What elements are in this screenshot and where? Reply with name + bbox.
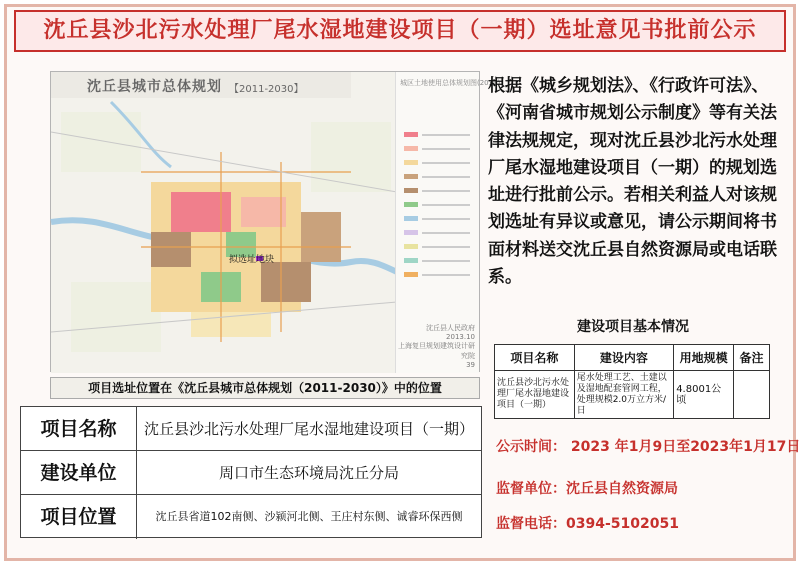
legend-swatch	[404, 244, 418, 249]
map-page-number: 39	[466, 361, 475, 369]
site-label: 拟选址地块	[229, 255, 275, 265]
legend-swatch	[404, 272, 418, 277]
legend-swatch	[404, 146, 418, 151]
table-cell: 尾水处理工艺、土建以及湿地配套管网工程，处理规模2.0万立方米/日	[574, 371, 674, 419]
legend-line	[422, 274, 470, 276]
table-header: 项目名称	[495, 345, 575, 371]
info-label: 建设单位	[21, 451, 137, 495]
table-header-row	[495, 345, 770, 371]
legend-swatch	[404, 174, 418, 179]
table-row	[495, 371, 770, 419]
info-row-location	[21, 495, 481, 539]
legend-swatch	[404, 230, 418, 235]
info-value: 沈丘县沙北污水处理厂尾水湿地建设项目（一期）	[143, 420, 474, 438]
table-header: 建设内容	[574, 345, 674, 371]
map-years: 【2011-2030】	[229, 84, 304, 95]
notice-phone: 监督电话：0394-5102051	[496, 516, 679, 532]
table-title: 建设项目基本情况	[577, 319, 689, 335]
legend-line	[422, 218, 470, 220]
map-footer	[395, 323, 475, 369]
legend-line	[422, 148, 470, 150]
map-legend	[395, 72, 501, 373]
map-title: 沈丘县城市总体规划	[87, 79, 222, 95]
legend-line	[422, 246, 470, 248]
info-label: 项目名称	[21, 407, 137, 451]
legend-title: 城区土地使用总体规划图(2030)	[400, 79, 501, 87]
table-cell	[734, 371, 770, 419]
legend-swatch	[404, 202, 418, 207]
info-row-name	[21, 407, 481, 451]
legend-swatch	[404, 258, 418, 263]
table-header: 用地规模	[674, 345, 734, 371]
page-title: 沈丘县沙北污水处理厂尾水湿地建设项目（一期）选址意见书批前公示	[14, 10, 786, 52]
planning-map	[50, 71, 501, 372]
legend-swatch	[404, 188, 418, 193]
legend-line	[422, 204, 470, 206]
notice-supervisor: 监督单位：沈丘县自然资源局	[496, 481, 678, 497]
legend-line	[422, 162, 470, 164]
legend-line	[422, 134, 470, 136]
info-value: 沈丘县省道102南侧、沙颍河北侧、王庄村东侧、诚睿环保西侧	[155, 510, 463, 523]
info-value: 周口市生态环境局沈丘分局	[218, 464, 399, 482]
map-footer-org: 沈丘县人民政府	[426, 324, 475, 332]
notice-period: 公示时间： 2023 年1月9日至2023年1月17日	[496, 439, 800, 455]
info-row-unit	[21, 451, 481, 495]
map-title-bar	[51, 72, 351, 98]
map-footer-inst: 上海复旦规划建筑设计研究院	[398, 342, 475, 360]
legend-swatch	[404, 132, 418, 137]
table-cell: 4.8001公顷	[674, 371, 734, 419]
table-header: 备注	[734, 345, 770, 371]
project-table	[494, 344, 770, 419]
notice-paragraph: 根据《城乡规划法》、《行政许可法》、《河南省城市规划公示制度》等有关法律法规规定，现对沈丘县沙北污水处理厂尾水湿地建设项目（一期）的规划选址进行批前公示。若相关利益人对该规划选址有异议或意见，请公示期间将书面材料送交沈丘县自然资源局或电话联系。	[488, 76, 777, 288]
project-info-grid	[20, 406, 482, 538]
legend-swatch	[404, 160, 418, 165]
legend-line	[422, 176, 470, 178]
map-caption: 项目选址位置在《沈丘县城市总体规划（2011-2030）》中的位置	[50, 377, 480, 399]
table-cell: 沈丘县沙北污水处理厂尾水湿地建设项目（一期）	[495, 371, 575, 419]
legend-line	[422, 190, 470, 192]
map-footer-date: 2013.10	[446, 333, 475, 341]
legend-line	[422, 260, 470, 262]
legend-swatch	[404, 216, 418, 221]
info-label: 项目位置	[21, 495, 137, 539]
legend-line	[422, 232, 470, 234]
